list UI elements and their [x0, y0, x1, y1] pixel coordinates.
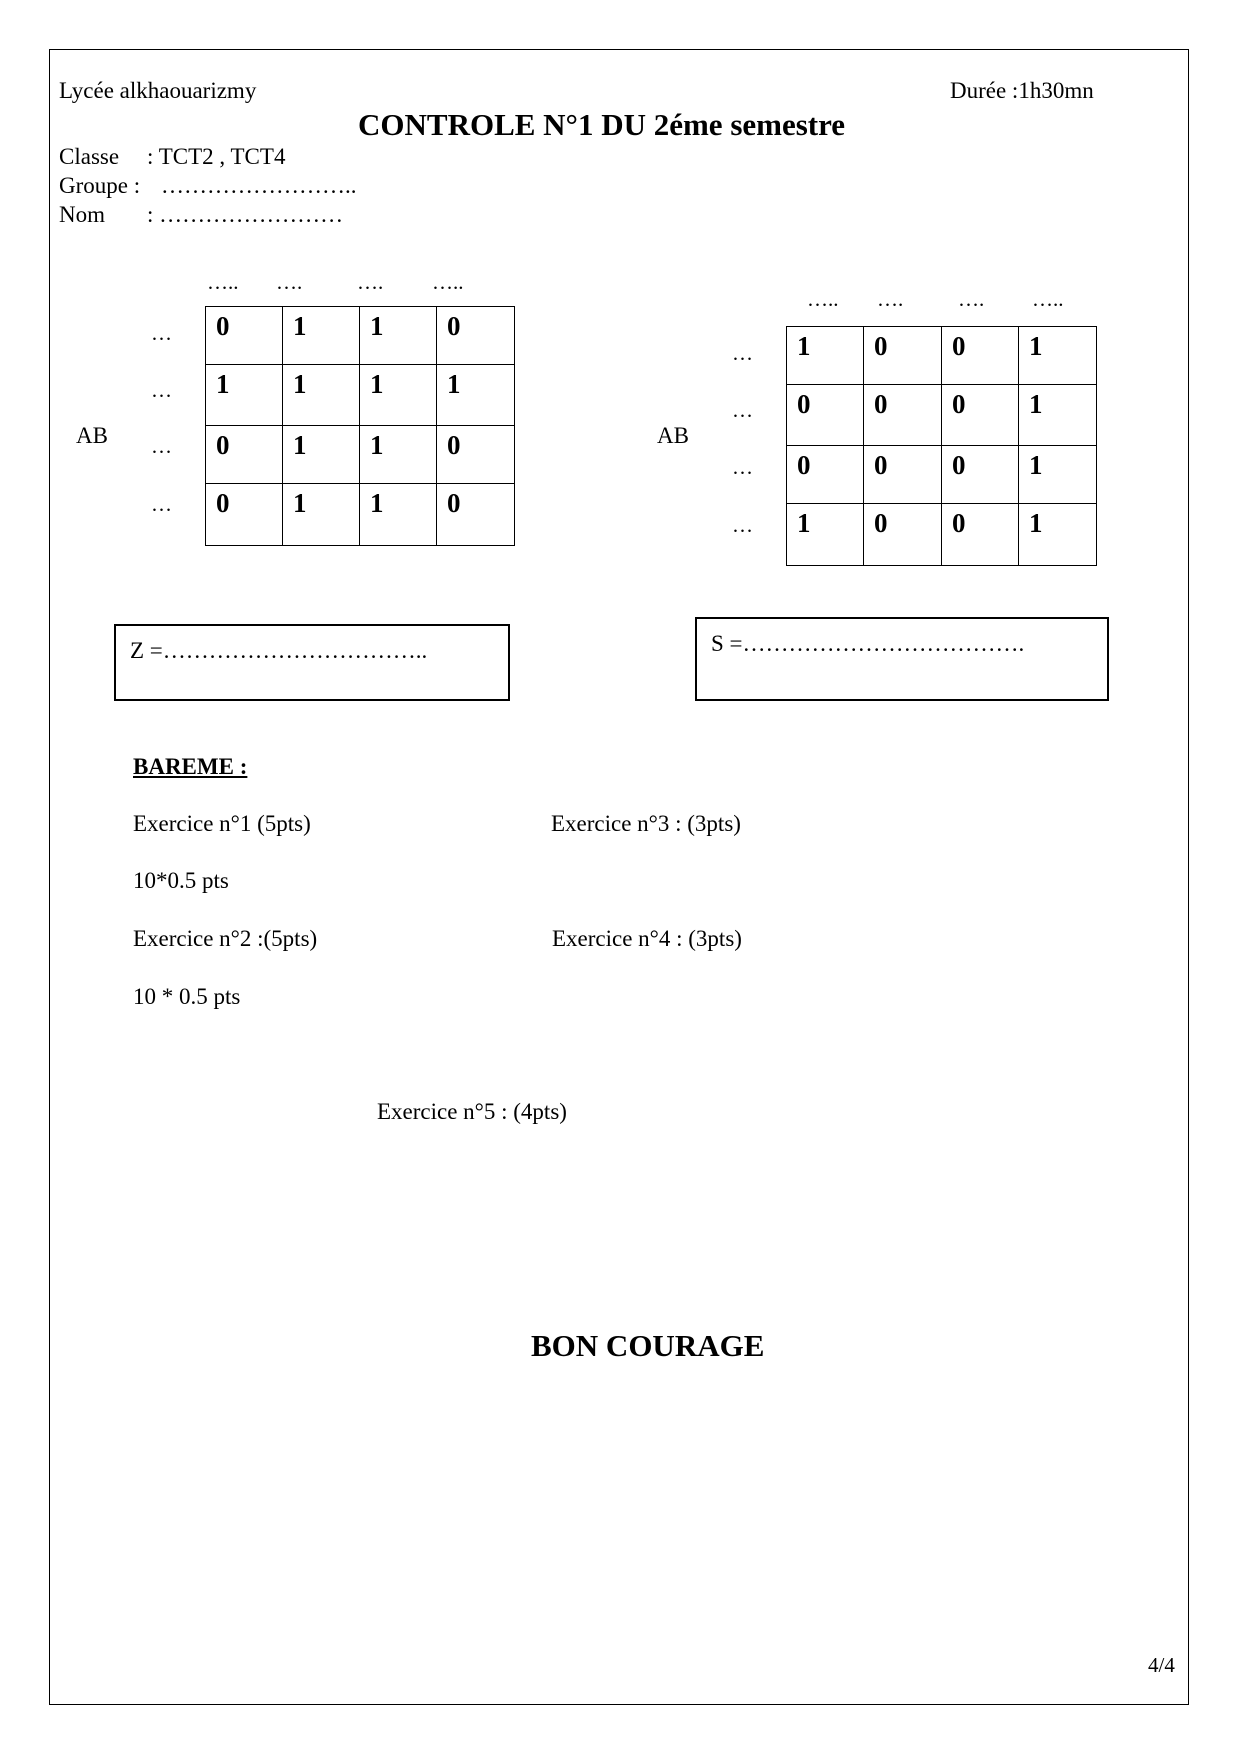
- kmap-cell: 0: [942, 385, 1019, 446]
- kmap-left-row-header: …: [151, 378, 172, 402]
- kmap-cell: 0: [437, 426, 515, 484]
- kmap-cell: 0: [942, 327, 1019, 385]
- kmap-cell: 1: [1019, 446, 1097, 504]
- closing-message: BON COURAGE: [531, 1328, 765, 1363]
- kmap-cell: 0: [864, 327, 942, 385]
- bareme-exercise-2: Exercice n°2 :(5pts): [133, 926, 318, 951]
- kmap-right-col-header: …..: [807, 287, 839, 311]
- bareme-title: BAREME :: [133, 754, 248, 779]
- group-label: Groupe :: [59, 173, 141, 198]
- kmap-left-row-header: …: [151, 321, 172, 345]
- kmap-cell: 0: [787, 446, 864, 504]
- kmap-right-row-header: …: [732, 455, 753, 479]
- z-answer-box[interactable]: [114, 624, 510, 701]
- school-name: Lycée alkhaouarizmy: [59, 78, 257, 103]
- kmap-cell: 0: [864, 446, 942, 504]
- kmap-cell: 1: [360, 484, 437, 546]
- kmap-cell: 1: [1019, 327, 1097, 385]
- kmap-cell: 1: [1019, 385, 1097, 446]
- kmap-left-table: [205, 306, 515, 546]
- kmap-cell: 0: [787, 385, 864, 446]
- kmap-right-col-header: …..: [1032, 287, 1064, 311]
- kmap-cell: 1: [283, 426, 360, 484]
- kmap-cell: 0: [206, 307, 283, 365]
- kmap-cell: 0: [206, 484, 283, 546]
- kmap-cell: 1: [283, 365, 360, 426]
- kmap-left-col-header: ….: [357, 270, 384, 294]
- z-answer-text: Z =……………………………..: [130, 638, 428, 663]
- kmap-left-variables-label: AB: [76, 423, 108, 448]
- kmap-right-table: [786, 326, 1097, 566]
- kmap-right-col-header: ….: [877, 287, 904, 311]
- kmap-left-col-header: …..: [432, 270, 464, 294]
- class-label: Classe: [59, 144, 120, 169]
- kmap-cell: 1: [283, 484, 360, 546]
- kmap-cell: 1: [206, 365, 283, 426]
- kmap-right-row-header: …: [732, 341, 753, 365]
- kmap-left-row-header: …: [151, 492, 172, 516]
- bareme-exercise-2-detail: 10 * 0.5 pts: [133, 984, 241, 1009]
- kmap-cell: 1: [437, 365, 515, 426]
- kmap-cell: 0: [864, 504, 942, 566]
- kmap-right-row-header: …: [732, 398, 753, 422]
- kmap-cell: 1: [1019, 504, 1097, 566]
- kmap-cell: 1: [360, 426, 437, 484]
- bareme-exercise-4: Exercice n°4 : (3pts): [552, 926, 742, 951]
- page-number: 4/4: [1148, 1653, 1175, 1677]
- s-answer-text: S =……………………………….: [711, 631, 1025, 656]
- kmap-right-col-header: ….: [958, 287, 985, 311]
- kmap-cell: 1: [360, 307, 437, 365]
- class-line: [59, 145, 285, 168]
- class-value: : TCT2 , TCT4: [147, 144, 286, 169]
- kmap-cell: 0: [437, 484, 515, 546]
- kmap-cell: 1: [787, 327, 864, 385]
- kmap-cell: 0: [206, 426, 283, 484]
- s-answer-box[interactable]: [695, 617, 1109, 701]
- bareme-exercise-3: Exercice n°3 : (3pts): [551, 811, 741, 836]
- bareme-exercise-5: Exercice n°5 : (4pts): [377, 1099, 567, 1124]
- name-label: Nom: [59, 202, 105, 227]
- kmap-right-row-header: …: [732, 513, 753, 537]
- kmap-cell: 1: [283, 307, 360, 365]
- kmap-left-col-header: ….: [276, 270, 303, 294]
- kmap-cell: 1: [787, 504, 864, 566]
- name-value: : ……………………: [147, 202, 344, 227]
- kmap-cell: 1: [360, 365, 437, 426]
- kmap-cell: 0: [942, 446, 1019, 504]
- group-line: [59, 174, 357, 197]
- kmap-cell: 0: [864, 385, 942, 446]
- kmap-left-row-header: …: [151, 434, 172, 458]
- exam-duration: Durée :1h30mn: [950, 78, 1094, 103]
- group-value: ……………………..: [161, 173, 357, 198]
- kmap-cell: 0: [942, 504, 1019, 566]
- kmap-left-col-header: …..: [207, 270, 239, 294]
- kmap-right-variables-label: AB: [657, 423, 689, 448]
- kmap-cell: 0: [437, 307, 515, 365]
- bareme-exercise-1: Exercice n°1 (5pts): [133, 811, 311, 836]
- page-title: CONTROLE N°1 DU 2éme semestre: [358, 107, 846, 142]
- bareme-exercise-1-detail: 10*0.5 pts: [133, 868, 229, 893]
- name-line: [59, 203, 343, 226]
